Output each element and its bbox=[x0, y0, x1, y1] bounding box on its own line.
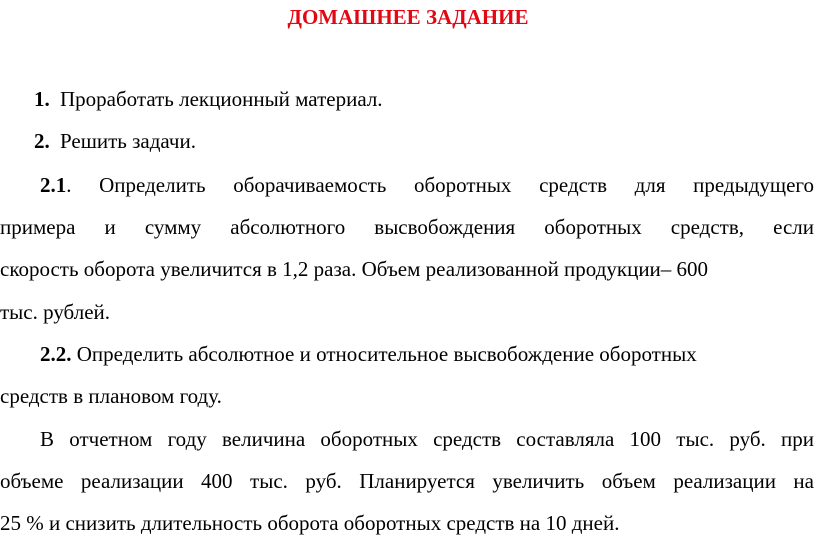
task-2-1-text: . Определить оборачиваемость оборотных средств для предыдущего bbox=[66, 173, 814, 197]
list-item-number: 1. bbox=[34, 87, 50, 111]
task-2-2-line-2: средств в плановом году. bbox=[0, 384, 222, 408]
task-2-1-number: 2.1 bbox=[40, 173, 67, 197]
paragraph-line-2: объеме реализации 400 тыс. руб. Планируется увеличить объем реализации на bbox=[0, 469, 814, 493]
task-2-1-line-3: скорость оборота увеличится в 1,2 раза. Объем реализованной продукции– 600 bbox=[0, 257, 709, 281]
task-2-1-line-4: тыс. рублей. bbox=[0, 300, 111, 324]
paragraph-line-3: 25 % и снизить длительность оборота оборотных средств на 10 дней. bbox=[0, 511, 620, 535]
list-item-text: Решить задачи. bbox=[60, 129, 196, 153]
list-item-text: Проработать лекционный материал. bbox=[60, 87, 383, 111]
list-item-1 bbox=[34, 86, 383, 112]
task-2-1-line-2: примера и сумму абсолютного высвобождения оборотных средств, если bbox=[0, 215, 814, 239]
list-item-2 bbox=[34, 128, 196, 154]
task-2-2-number: 2.2. bbox=[40, 342, 72, 366]
task-2-2-text: Определить абсолютное и относительное высвобождение оборотных bbox=[71, 342, 697, 366]
page-title: ДОМАШНЕЕ ЗАДАНИЕ bbox=[287, 5, 529, 29]
task-2-2-line-1 bbox=[40, 341, 697, 367]
paragraph-line-1: В отчетном году величина оборотных средств составляла 100 тыс. руб. при bbox=[40, 427, 814, 451]
list-item-number: 2. bbox=[34, 129, 50, 153]
task-2-1-line-1 bbox=[40, 172, 814, 198]
